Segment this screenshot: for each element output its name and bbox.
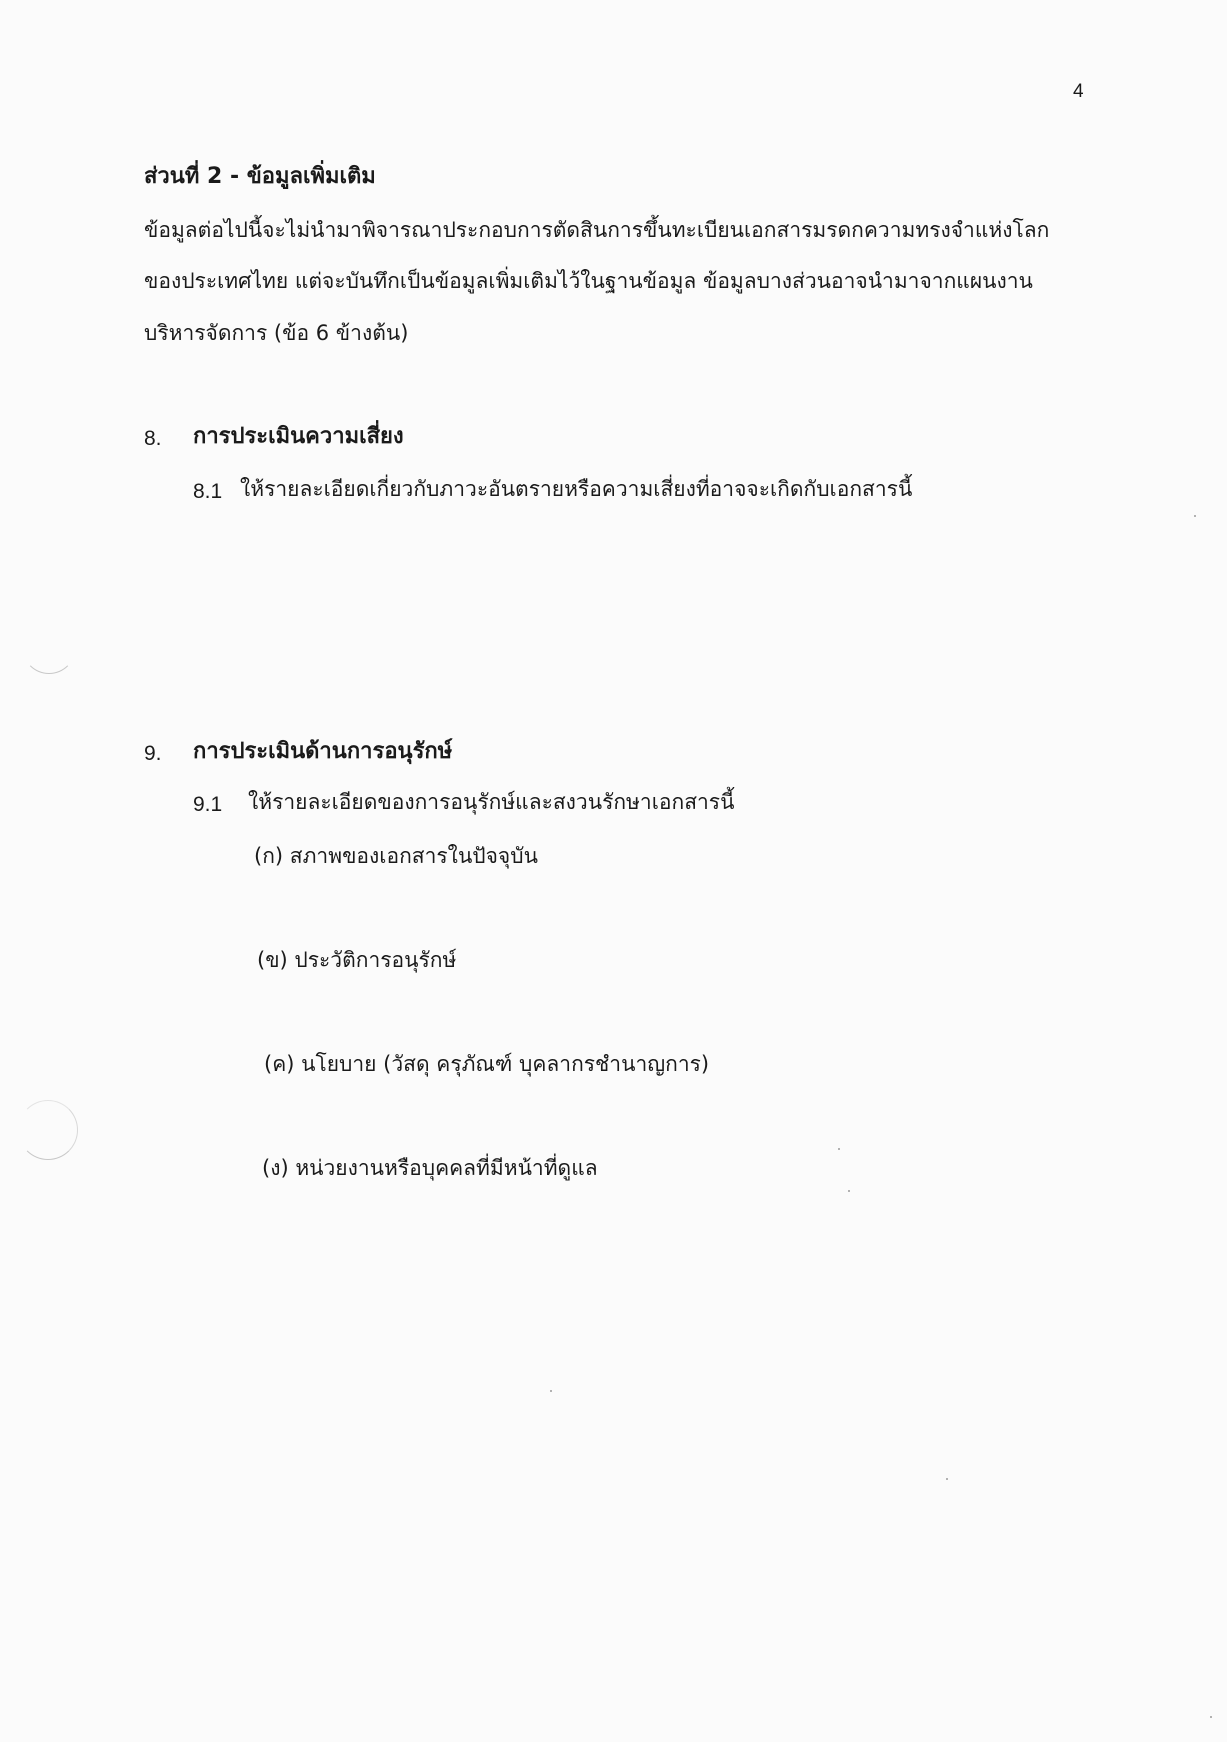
scan-speck (946, 1478, 948, 1480)
section-9-title: การประเมินด้านการอนุรักษ์ (193, 739, 453, 764)
intro-line-1: ข้อมูลต่อไปนี้จะไม่นำมาพิจารณาประกอบการตัดสินการขึ้นทะเบียนเอกสารมรดกความทรงจำแห่งโลก (144, 218, 1050, 242)
section-9-1-item-d: (ง) หน่วยงานหรือบุคคลที่มีหน้าที่ดูแล (262, 1156, 598, 1180)
scan-speck (848, 1190, 850, 1192)
scan-speck (838, 1148, 840, 1150)
punch-hole-mark (18, 1100, 78, 1160)
scan-speck (550, 1390, 552, 1392)
page-number: 4 (1073, 81, 1084, 102)
scan-speck (1194, 515, 1196, 517)
section-9-1-item-c: (ค) นโยบาย (วัสดุ ครุภัณฑ์ บุคลากรชำนาญการ) (264, 1052, 710, 1076)
section-9-1-text: ให้รายละเอียดของการอนุรักษ์และสงวนรักษาเอกสารนี้ (248, 790, 735, 814)
scan-speck (1210, 1716, 1212, 1718)
section-title: ส่วนที่ 2 - ข้อมูลเพิ่มเติม (144, 164, 376, 189)
punch-hole-mark (22, 620, 76, 674)
section-9-number: 9. (144, 742, 162, 765)
intro-line-3: บริหารจัดการ (ข้อ 6 ข้างต้น) (144, 321, 409, 345)
section-9-1-number: 9.1 (193, 793, 223, 816)
section-8-number: 8. (144, 427, 162, 450)
section-8-1-text: ให้รายละเอียดเกี่ยวกับภาวะอันตรายหรือความเสี่ยงที่อาจจะเกิดกับเอกสารนี้ (240, 477, 913, 501)
section-8-1-number: 8.1 (193, 480, 223, 503)
intro-line-2: ของประเทศไทย แต่จะบันทึกเป็นข้อมูลเพิ่มเติมไว้ในฐานข้อมูล ข้อมูลบางส่วนอาจนำมาจากแผนงาน (144, 269, 1033, 293)
section-8-title: การประเมินความเสี่ยง (193, 424, 404, 449)
section-9-1-item-a: (ก) สภาพของเอกสารในปัจจุบัน (254, 844, 538, 868)
section-9-1-item-b: (ข) ประวัติการอนุรักษ์ (257, 948, 457, 972)
